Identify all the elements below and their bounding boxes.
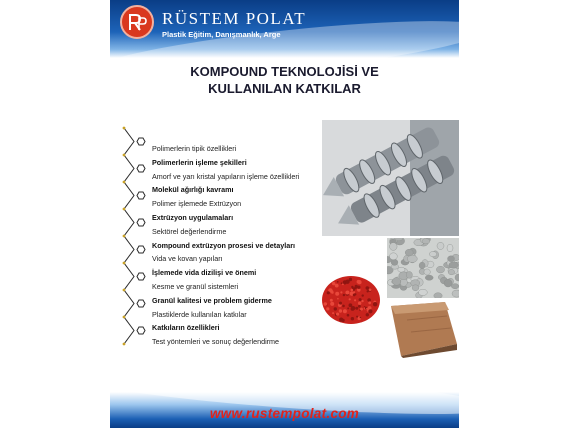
topic-item: Molekül ağırlığı kavramı [152,185,234,195]
title-line-2: KULLANILAN KATKILAR [208,81,361,96]
topic-item: Test yöntemleri ve sonuç değerlendirme [152,337,280,347]
poster [110,0,459,428]
topic-item: Polimerlerin tipik özellikleri [152,144,237,153]
topic-item: Sektörel değerlendirme [152,226,227,236]
brand-name: RÜSTEM POLAT [162,9,307,28]
topic-item: Kesme ve granül sistemleri [152,281,239,291]
twin-screw-image [322,120,459,236]
topic-list [152,142,299,349]
website-link[interactable]: www.rustempolat.com [209,406,360,421]
topic-item: Granül kalitesi ve problem giderme [152,295,272,305]
grey-pellets-image [387,238,459,298]
rp-monogram-icon [120,5,154,39]
topic-item: Kompound extrüzyon prosesi ve detayları [152,240,295,250]
page-title [110,63,459,97]
composite-board-image [387,300,459,358]
header-banner [110,0,459,58]
brand-tagline: Plastik Eğitim, Danışmanlık, Arge [162,30,281,39]
topic-item: Katkıların özellikleri [152,323,220,333]
topic-item: Extrüzyon uygulamaları [152,212,234,222]
topic-item: Vida ve kovan yapıları [152,254,223,264]
topic-item: Plastiklerde kullanılan katkılar [152,309,247,319]
molecule-chain-icon [114,124,150,356]
red-powder-image [320,270,382,326]
topic-item: Amorf ve yarı kristal yapıların işleme özellikleri [152,171,300,181]
topic-item: Polimerlerin işleme şekilleri [152,157,247,167]
title-line-1: KOMPOUND TEKNOLOJİSİ VE [190,64,379,79]
topic-item: Polimer işlemede Extrüzyon [152,199,242,209]
topic-item: İşlemede vida dizilişi ve önemi [152,268,257,278]
